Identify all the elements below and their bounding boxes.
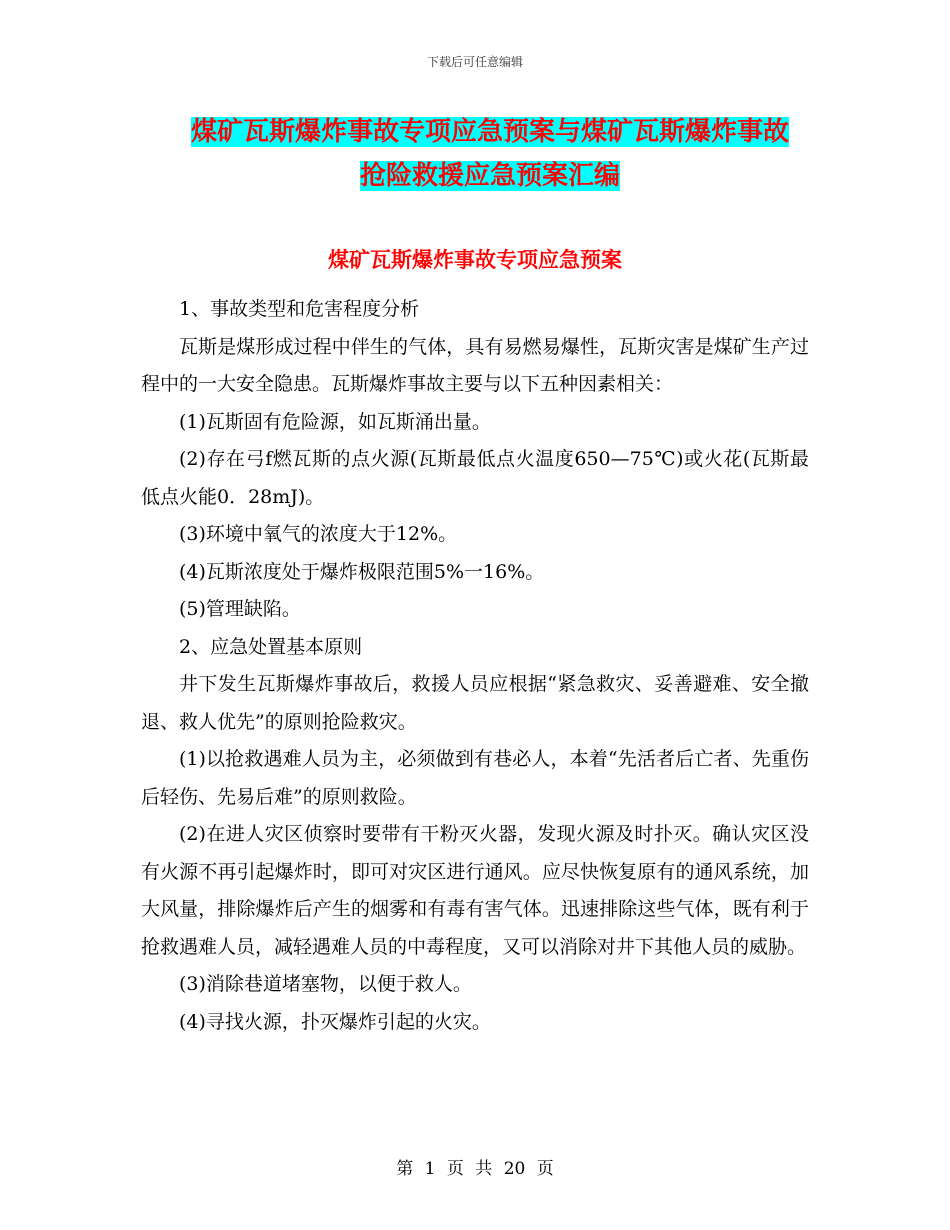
heading-accident-analysis: 1、事故类型和危害程度分析 <box>179 298 420 320</box>
document-title-line-1: 煤矿瓦斯爆炸事故专项应急预案与煤矿瓦斯爆炸事故 <box>190 117 789 147</box>
list-item-factor-5: (5)管理缺陷。 <box>179 598 301 620</box>
list-item-principle-1: (1)以抢救遇难人员为主，必须做到有巷必人，本着“先活者后亡者、先重伤后轻伤、先易后难”的原则救险。 <box>141 748 809 808</box>
paragraph-gas-intro: 瓦斯是煤形成过程中伴生的气体，具有易燃易爆性，瓦斯灾害是煤矿生产过程中的一大安全隐患。瓦斯爆炸事故主要与以下五种因素相关： <box>141 335 809 395</box>
document-title-line-2: 抢险救援应急预案汇编 <box>359 161 620 191</box>
list-item-principle-3: (3)消除巷道堵塞物，以便于救人。 <box>179 973 472 995</box>
section-title: 煤矿瓦斯爆炸事故专项应急预案 <box>328 248 622 272</box>
list-item-factor-2: (2)存在弓f燃瓦斯的点火源(瓦斯最低点火温度650—75℃)或火花(瓦斯最低点火能0．28mJ)。 <box>141 448 809 508</box>
list-item-factor-4: (4)瓦斯浓度处于爆炸极限范围5%一16%。 <box>179 560 545 583</box>
document-title <box>140 110 840 198</box>
list-item-principle-2: (2)在进人灾区侦察时要带有干粉灭火器，发现火源及时扑灭。确认灾区没有火源不再引起爆炸时，即可对灾区进行通风。应尽快恢复原有的通风系统，加大风量，排除爆炸后产生的烟雾和有毒有害气体。迅速排除这些气体，既有利于抢救遇难人员，减轻遇难人员的中毒程度，又可以消除对井下其他人员的威胁。 <box>141 823 809 958</box>
page-header-note: 下载后可任意编辑 <box>426 55 523 69</box>
paragraph-principles-intro: 井下发生瓦斯爆炸事故后，救援人员应根据“紧急救灾、妥善避难、安全撤退、救人优先”的原则抢险救灾。 <box>141 673 809 733</box>
document-body <box>141 291 809 1041</box>
page-number-footer: 第 1 页 共 20 页 <box>396 1159 554 1179</box>
list-item-principle-4: (4)寻找火源，扑灭爆炸引起的火灾。 <box>179 1010 491 1033</box>
list-item-factor-3: (3)环境中氧气的浓度大于12%。 <box>179 523 458 545</box>
heading-response-principles: 2、应急处置基本原则 <box>179 635 363 658</box>
list-item-factor-1: (1)瓦斯固有危险源，如瓦斯涌出量。 <box>179 410 491 433</box>
